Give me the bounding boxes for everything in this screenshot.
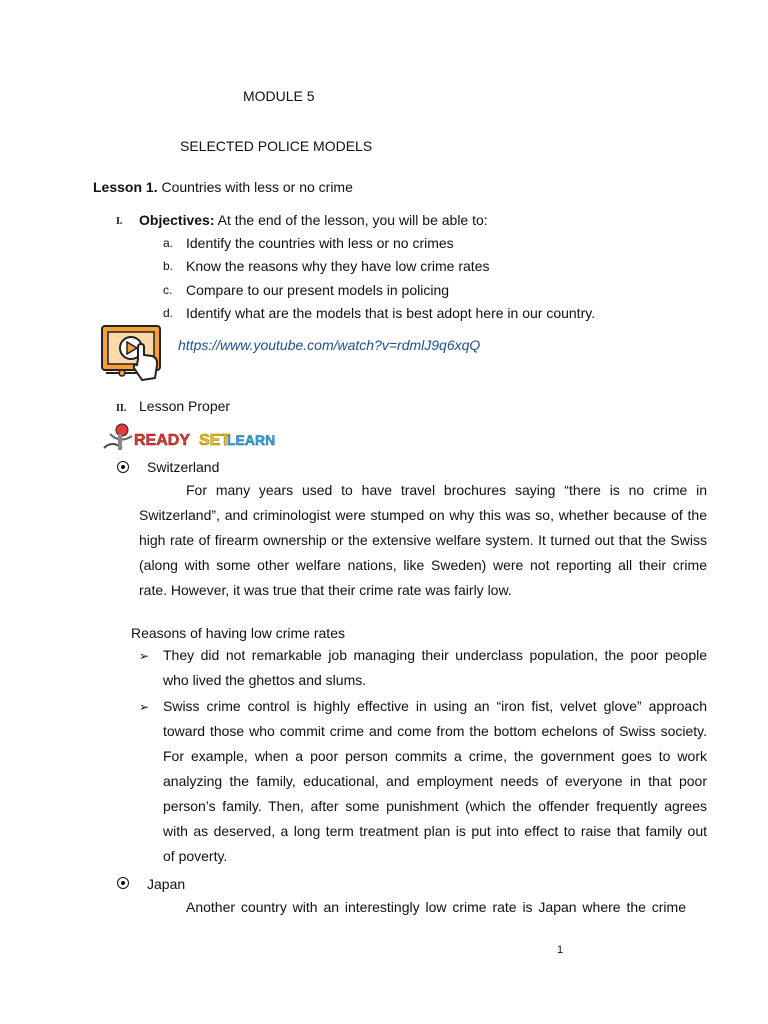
lesson-title: Countries with less or no crime bbox=[161, 179, 353, 195]
reason-line: who lived the ghettos and slums. bbox=[163, 672, 367, 688]
objective-item: Know the reasons why they have low crime rates bbox=[186, 258, 490, 274]
arrow-bullet-icon: ➢ bbox=[139, 649, 150, 663]
section-heading-japan: Japan bbox=[147, 876, 186, 892]
reason-line: Swiss crime control is highly effective in using an “iron fist, velvet glove” approach bbox=[163, 698, 707, 714]
paragraph-line: (along with some other welfare nations, like Sweden) were not reporting all their crime bbox=[139, 557, 707, 573]
reason-line: analyzing the family, educational, and employment needs of everyone in that poor bbox=[163, 773, 707, 789]
objective-letter: d. bbox=[163, 306, 174, 320]
reason-line: of poverty. bbox=[163, 848, 228, 864]
section-heading-switzerland: Switzerland bbox=[147, 459, 220, 475]
japan-line: Another country with an interestingly low crime rate is Japan where the crime bbox=[186, 899, 686, 915]
objective-item: Identify what are the models that is best adopt here in our country. bbox=[186, 305, 596, 321]
lesson-proper-numeral: II. bbox=[116, 403, 127, 414]
paragraph-line: For many years used to have travel brochures saying “there is no crime in bbox=[186, 482, 707, 498]
module-subtitle: SELECTED POLICE MODELS bbox=[180, 138, 373, 154]
lesson-heading bbox=[93, 175, 353, 200]
banner-set: SET bbox=[199, 432, 231, 449]
switzerland-paragraph bbox=[139, 478, 707, 603]
reason-line: person’s family. Then, after some punishment (which the offender frequently agrees bbox=[163, 798, 707, 814]
objective-letter: a. bbox=[163, 236, 174, 250]
circle-bullet-icon bbox=[117, 461, 129, 473]
paragraph-line: Switzerland”, and criminologist were stumped on why this was so, whether because of the bbox=[139, 507, 707, 523]
objectives-numeral: I. bbox=[116, 216, 123, 227]
video-play-icon[interactable] bbox=[100, 323, 170, 385]
lesson-proper-label: Lesson Proper bbox=[139, 398, 231, 414]
objectives-intro: At the end of the lesson, you will be able to: bbox=[217, 212, 488, 228]
circle-bullet-icon bbox=[117, 877, 129, 889]
lesson-label: Lesson 1. bbox=[93, 179, 158, 195]
reasons-heading: Reasons of having low crime rates bbox=[131, 625, 345, 641]
banner-ready: READY bbox=[134, 432, 191, 449]
reason-item bbox=[163, 643, 707, 693]
objective-letter: b. bbox=[163, 259, 174, 273]
reason-line: toward those who commit crime and come from the bottom echelons of Swiss society. bbox=[163, 723, 707, 739]
objective-item: Identify the countries with less or no crimes bbox=[186, 235, 454, 251]
paragraph-line: rate. However, it was true that their crime rate was fairly low. bbox=[139, 582, 512, 598]
objective-letter: c. bbox=[163, 283, 173, 297]
ready-set-learn-logo bbox=[100, 420, 276, 456]
reason-item bbox=[163, 694, 707, 869]
paragraph-line: high rate of firearm ownership or the extensive welfare system. It turned out that the Swiss bbox=[139, 532, 707, 548]
video-link[interactable]: https://www.youtube.com/watch?v=rdmlJ9q6xqQ bbox=[178, 337, 481, 353]
reason-line: with as deserved, a long term treatment plan is put into effect to raise that family out bbox=[163, 823, 707, 839]
page-number: 1 bbox=[557, 944, 564, 956]
banner-learn: LEARN bbox=[227, 432, 276, 448]
reason-line: They did not remarkable job managing their underclass population, the poor people bbox=[163, 647, 707, 663]
arrow-bullet-icon: ➢ bbox=[139, 700, 150, 714]
objectives-heading bbox=[139, 208, 488, 233]
objectives-label: Objectives: bbox=[139, 212, 215, 228]
objective-item: Compare to our present models in policing bbox=[186, 282, 450, 298]
module-title: MODULE 5 bbox=[243, 88, 315, 104]
reason-line: For example, when a poor person commits a crime, the government goes to work bbox=[163, 748, 707, 764]
